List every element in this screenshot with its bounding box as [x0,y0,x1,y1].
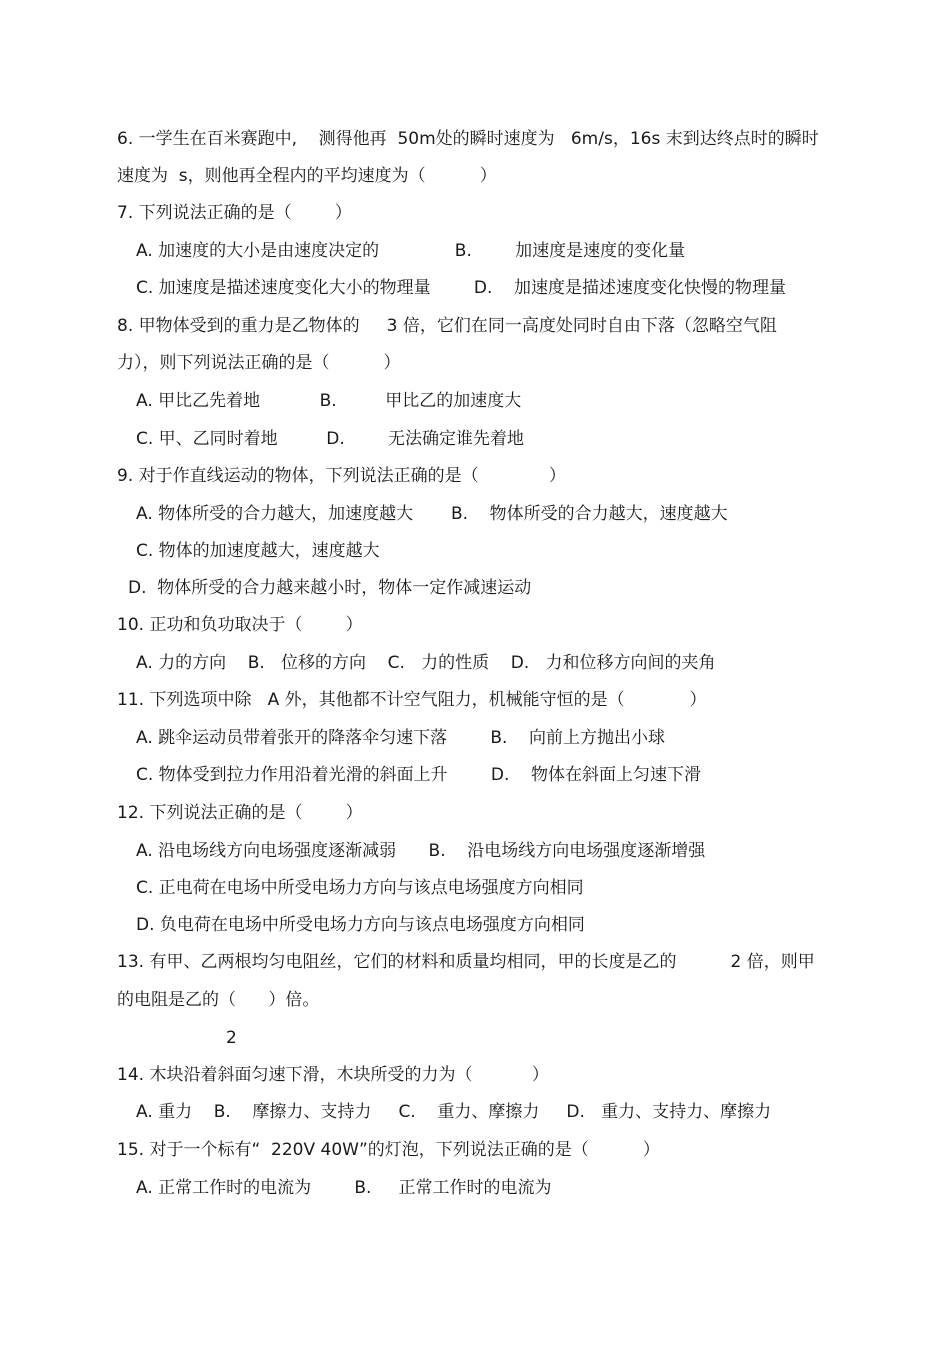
q6-line2: 速度为 s，则他再全程内的平均速度为（ ） [117,166,497,186]
q11-options-ab: A. 跳伞运动员带着张开的降落伞匀速下落 B. 向前上方抛出小球 [136,728,666,748]
q8-options-cd: C. 甲、乙同时着地 D. 无法确定谁先着地 [136,429,525,449]
q7-stem: 7. 下列说法正确的是（ ） [117,203,352,223]
q9-stem: 9. 对于作直线运动的物体，下列说法正确的是（ ） [117,466,566,486]
q12-option-c: C. 正电荷在电场中所受电场力方向与该点电场强度方向相同 [136,878,584,898]
q10-stem: 10. 正功和负功取决于（ ） [117,615,363,635]
q9-options-ab: A. 物体所受的合力越大，加速度越大 B. 物体所受的合力越大，速度越大 [136,504,728,524]
q12-option-d: D. 负电荷在电场中所受电场力方向与该点电场强度方向相同 [136,915,585,935]
q11-stem: 11. 下列选项中除 A 外，其他都不计空气阻力，机械能守恒的是（ ） [117,690,707,710]
q6-line1: 6. 一学生在百米赛跑中, 测得他再 50m处的瞬时速度为 6m/s，16s 末到达终点时的瞬时 [117,129,819,149]
q7-options-ab: A. 加速度的大小是由速度决定的 B. 加速度是速度的变化量 [136,241,686,261]
q9-option-d: D. 物体所受的合力越来越小时，物体一定作减速运动 [128,578,532,598]
q13-line1: 13. 有甲、乙两根均匀电阻丝，它们的材料和质量均相同，甲的长度是乙的 2 倍，则甲 [117,952,815,972]
q15-stem: 15. 对于一个标有“ 220V 40W”的灯泡，下列说法正确的是（ ） [117,1140,660,1160]
q12-options-ab: A. 沿电场线方向电场强度逐渐减弱 B. 沿电场线方向电场强度逐渐增强 [136,841,706,861]
q8-line2: 力），则下列说法正确的是（ ） [117,353,401,373]
q14-options: A. 重力 B. 摩擦力、支持力 C. 重力、摩擦力 D. 重力、支持力、摩擦力 [136,1102,772,1122]
q12-stem: 12. 下列说法正确的是（ ） [117,803,363,823]
q13-line2: 的电阻是乙的（ ）倍。 [117,990,320,1010]
q8-options-ab: A. 甲比乙先着地 B. 甲比乙的加速度大 [136,391,522,411]
q11-options-cd: C. 物体受到拉力作用沿着光滑的斜面上升 D. 物体在斜面上匀速下滑 [136,765,702,785]
q9-option-c: C. 物体的加速度越大，速度越大 [136,541,380,561]
q7-options-cd: C. 加速度是描述速度变化大小的物理量 D. 加速度是描述速度变化快慢的物理量 [136,278,787,298]
q8-line1: 8. 甲物体受到的重力是乙物体的 3 倍，它们在同一高度处同时自由下落（忽略空气阻 [117,316,777,336]
q15-options-ab: A. 正常工作时的电流为 B. 正常工作时的电流为 [136,1178,552,1198]
q10-options: A. 力的方向 B. 位移的方向 C. 力的性质 D. 力和位移方向间的夹角 [136,653,716,673]
q13-note: 2 [226,1028,237,1048]
q14-stem: 14. 木块沿着斜面匀速下滑，木块所受的力为（ ） [117,1065,549,1085]
